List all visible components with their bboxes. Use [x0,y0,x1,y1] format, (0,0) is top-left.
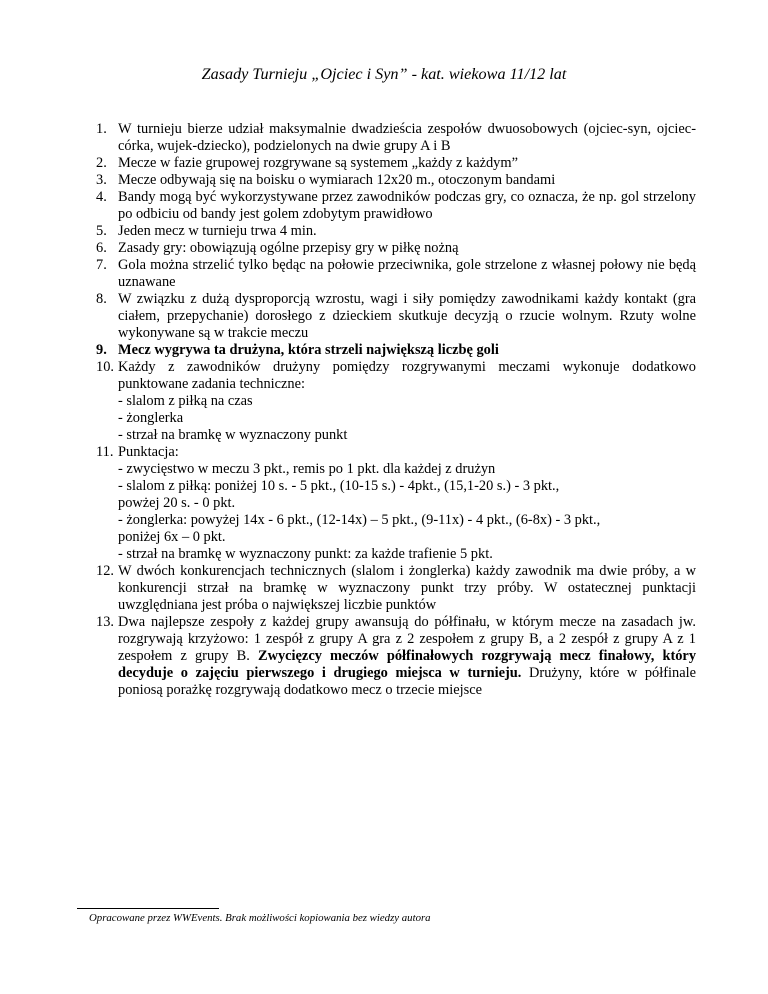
rule-intro: Punktacja: [118,444,179,460]
rule-number: 5. [96,223,107,239]
rule-number: 4. [96,189,107,205]
task-item: - żonglerka [118,410,184,426]
rule-body [118,359,696,444]
rule-text: Mecze w fazie grupowej rozgrywane są systemem „każdy z każdym” [118,155,518,171]
scoring-line: - strzał na bramkę w wyznaczony punkt: za każde trafienie 5 pkt. [118,546,493,562]
rule-text: W dwóch konkurencjach technicznych (slalom i żonglerka) każdy zawodnik ma dwie próby, a w konkurencji strzał na bramkę w wyznaczony punkt trzy próby. W ostatecznej punktacji uwzględniana jest próba o największej liczbie punktów [118,563,696,613]
footnote-separator [77,908,219,909]
task-item: - slalom z piłką na czas [118,393,253,409]
rule-text-bold: Zwycięzcy meczów półfinałowych rozgrywają mecz finałowy, który decyduje o zajęciu pierwszego i drugiego miejsca w turnieju. [118,648,697,681]
rules-list [96,121,696,699]
rule-item-6 [96,240,696,257]
rule-item-7 [96,257,696,291]
rule-text: Jeden mecz w turnieju trwa 4 min. [118,223,317,239]
rule-text: W turnieju bierze udział maksymalnie dwadzieścia zespołów dwuosobowych (ojciec-syn, ojciec-córka, wujek-dziecko), podzielonych na dwie grupy A i B [118,121,696,154]
rule-item-3 [96,172,696,189]
rule-item-2 [96,155,696,172]
rule-item-9 [96,342,696,359]
rule-item-1 [96,121,696,155]
rule-text: Dwa najlepsze zespoły z każdej grupy awansują do półfinału, w którym mecze na zasadach jw. rozgrywają krzyżowo: 1 zespół z grupy A gra z 2 zespołem z grupy B, a 2 zespół z grupy A z 1 zespołem z grupy B. [118,614,696,664]
footer-note: Opracowane przez WWEvents. Brak możliwości kopiowania bez wiedzy autora [89,912,431,924]
rule-text: Mecze odbywają się na boisku o wymiarach 12x20 m., otoczonym bandami [118,172,556,188]
rule-text: Zasady gry: obowiązują ogólne przepisy gry w piłkę nożną [118,240,459,256]
rule-text-tail: Drużyny, które w półfinale poniosą porażkę rozgrywają dodatkowo mecz o trzecie miejsce [118,665,696,698]
rule-item-13 [96,614,696,699]
rule-number: 12. [96,563,114,579]
rule-body [118,444,696,563]
rule-number: 10. [96,359,114,375]
rule-item-11 [96,444,696,563]
rule-number: 8. [96,291,107,307]
rule-intro: Każdy z zawodników drużyny pomiędzy rozgrywanymi meczami wykonuje dodatkowo punktowane zadania techniczne: [118,359,696,392]
rule-number: 7. [96,257,107,273]
scoring-line: powżej 20 s. - 0 pkt. [118,495,236,511]
scoring-line: - slalom z piłką: poniżej 10 s. - 5 pkt., (10-15 s.) - 4pkt., (15,1-20 s.) - 3 pkt., [118,478,560,494]
rule-number: 2. [96,155,107,171]
rule-item-8 [96,291,696,342]
scoring-line: poniżej 6x – 0 pkt. [118,529,226,545]
rule-item-5 [96,223,696,240]
scoring-line: - żonglerka: powyżej 14x - 6 pkt., (12-14x) – 5 pkt., (9-11x) - 4 pkt., (6-8x) - 3 pkt., [118,512,601,528]
rule-number: 13. [96,614,114,630]
rule-text: W związku z dużą dysproporcją wzrostu, wagi i siły pomiędzy zawodnikami każdy kontakt (gra ciałem, przepychanie) dorosłego z dzieckiem skutkuje decyzją o rzucie wolnym. Rzuty wolne wykonywane są w trakcie meczu [118,291,696,341]
rule-text: Bandy mogą być wykorzystywane przez zawodników podczas gry, co oznacza, że np. gol strzelony po odbiciu od bandy jest golem zdobytym prawidłowo [118,189,696,222]
rule-number: 1. [96,121,107,137]
rule-text: Gola można strzelić tylko będąc na połowie przeciwnika, gole strzelone z własnej połowy nie będą uznawane [118,257,696,290]
rule-text: Mecz wygrywa ta drużyna, która strzeli największą liczbę goli [118,342,499,358]
rule-body [118,614,696,699]
task-item: - strzał na bramkę w wyznaczony punkt [118,427,348,443]
rule-number: 3. [96,172,107,188]
rule-item-4 [96,189,696,223]
rule-number: 9. [96,342,107,358]
rule-item-12 [96,563,696,614]
rule-number: 6. [96,240,107,256]
scoring-line: - zwycięstwo w meczu 3 pkt., remis po 1 pkt. dla każdej z drużyn [118,461,496,477]
document-title: Zasady Turnieju „Ojciec i Syn” - kat. wiekowa 11/12 lat [201,65,567,83]
rule-number: 11. [96,444,114,460]
rule-item-10 [96,359,696,444]
